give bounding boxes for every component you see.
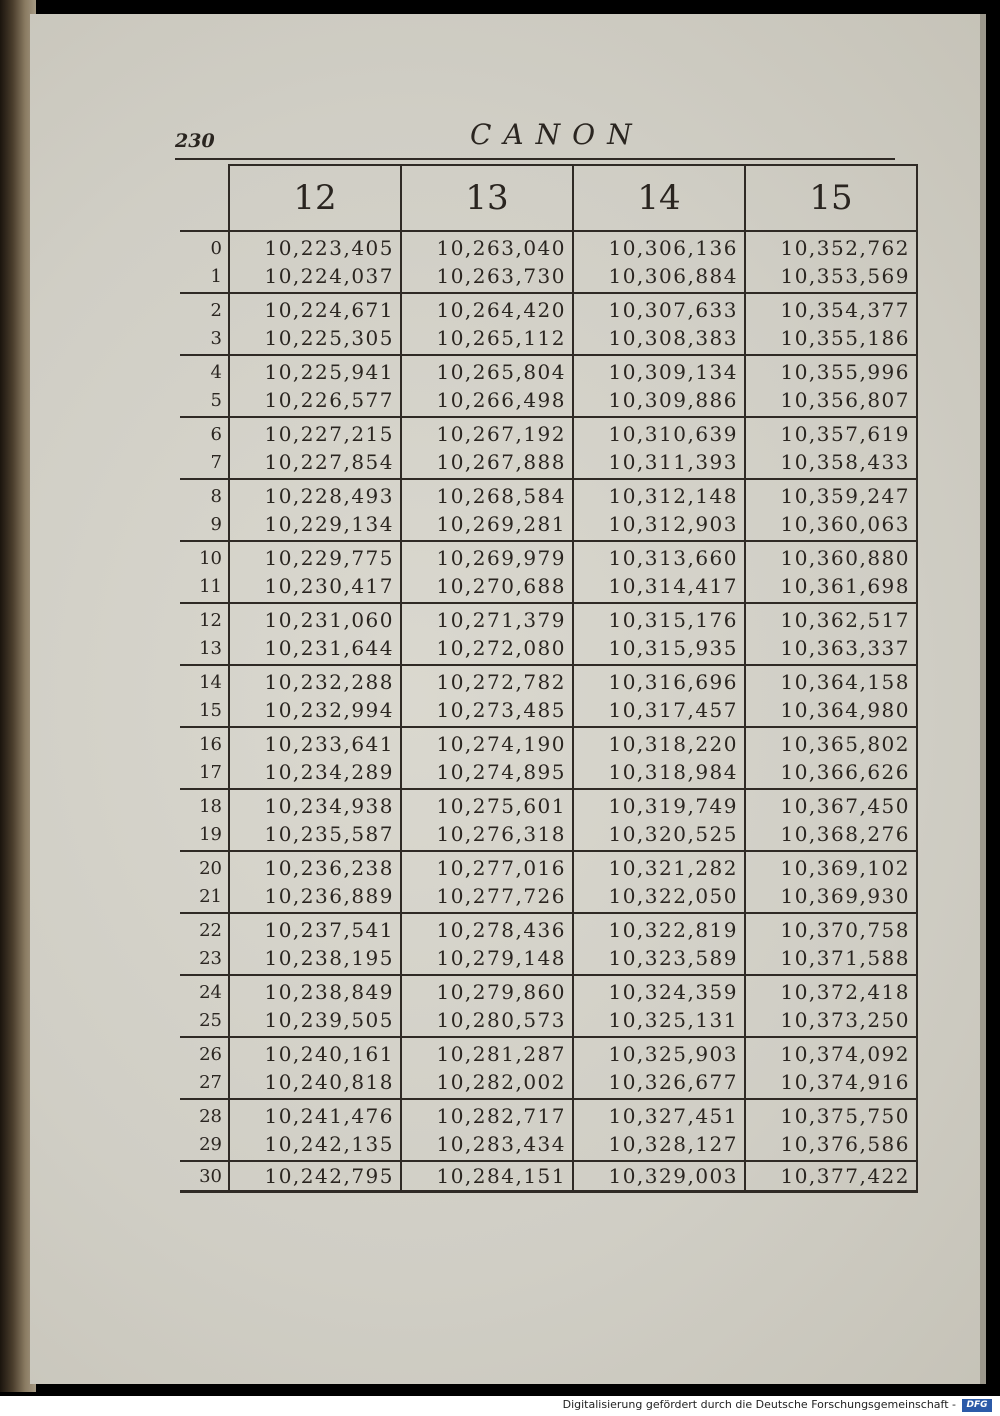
table-row	[180, 1006, 917, 1037]
table-row	[180, 851, 917, 882]
table-value: 10,237,541	[229, 913, 401, 944]
table-value: 10,224,037	[229, 262, 401, 293]
table-value: 10,269,979	[401, 541, 573, 572]
table-value: 10,355,186	[745, 324, 917, 355]
table-value: 10,325,131	[573, 1006, 745, 1037]
table-value: 10,318,984	[573, 758, 745, 789]
page-header	[175, 118, 895, 158]
table-row	[180, 882, 917, 913]
table-value: 10,229,775	[229, 541, 401, 572]
table-value: 10,271,379	[401, 603, 573, 634]
table-row	[180, 634, 917, 665]
table-row	[180, 696, 917, 727]
dfg-logo: DFG	[962, 1399, 992, 1412]
table-value: 10,324,359	[573, 975, 745, 1006]
table-value: 10,278,436	[401, 913, 573, 944]
table-value: 10,277,726	[401, 882, 573, 913]
table-value: 10,320,525	[573, 820, 745, 851]
table-value: 10,267,192	[401, 417, 573, 448]
table-row	[180, 510, 917, 541]
table-value: 10,274,190	[401, 727, 573, 758]
table-row	[180, 293, 917, 324]
table-value: 10,266,498	[401, 386, 573, 417]
table-value: 10,268,584	[401, 479, 573, 510]
table-value: 10,277,016	[401, 851, 573, 882]
table-value: 10,272,782	[401, 665, 573, 696]
table-value: 10,314,417	[573, 572, 745, 603]
table-value: 10,376,586	[745, 1130, 917, 1161]
table-value: 10,229,134	[229, 510, 401, 541]
table-row	[180, 789, 917, 820]
table-row	[180, 324, 917, 355]
table-value: 10,263,040	[401, 231, 573, 262]
minute-label: 3	[180, 324, 229, 355]
minute-label: 25	[180, 1006, 229, 1037]
minute-label: 20	[199, 857, 222, 879]
table-value: 10,366,626	[745, 758, 917, 789]
table-value: 10,233,641	[229, 727, 401, 758]
table-value: 10,234,289	[229, 758, 401, 789]
page-number: 230	[175, 130, 215, 152]
table-row	[180, 541, 917, 572]
table-value: 10,369,102	[745, 851, 917, 882]
minute-label: 15	[180, 696, 229, 727]
table-value: 10,235,587	[229, 820, 401, 851]
table-value: 10,270,688	[401, 572, 573, 603]
table-value: 10,310,639	[573, 417, 745, 448]
table-value: 10,367,450	[745, 789, 917, 820]
table-value: 10,316,696	[573, 665, 745, 696]
minute-label: 21	[180, 882, 229, 913]
minute-label: 4	[210, 361, 222, 383]
minute-label: 12	[199, 609, 222, 631]
table-value: 10,309,886	[573, 386, 745, 417]
table-value: 10,352,762	[745, 231, 917, 262]
table-value: 10,283,434	[401, 1130, 573, 1161]
table-row	[180, 262, 917, 293]
minute-label: 17	[180, 758, 229, 789]
minute-label: 26	[199, 1043, 222, 1065]
table-value: 10,228,493	[229, 479, 401, 510]
table-row	[180, 758, 917, 789]
table-value: 10,307,633	[573, 293, 745, 324]
table-row	[180, 1130, 917, 1161]
table-value: 10,265,112	[401, 324, 573, 355]
column-header-row	[180, 165, 917, 231]
table-value: 10,374,916	[745, 1068, 917, 1099]
table-row	[180, 975, 917, 1006]
table-value: 10,274,895	[401, 758, 573, 789]
table-value: 10,321,282	[573, 851, 745, 882]
table-value: 10,231,060	[229, 603, 401, 634]
table-row	[180, 603, 917, 634]
table-value: 10,326,677	[573, 1068, 745, 1099]
table-value: 10,236,238	[229, 851, 401, 882]
table-row	[180, 665, 917, 696]
table-row	[180, 355, 917, 386]
canon-table	[180, 164, 918, 1193]
table-value: 10,309,134	[573, 355, 745, 386]
table-value: 10,226,577	[229, 386, 401, 417]
table-value: 10,358,433	[745, 448, 917, 479]
table-value: 10,312,903	[573, 510, 745, 541]
table-value: 10,315,935	[573, 634, 745, 665]
table-value: 10,280,573	[401, 1006, 573, 1037]
minute-label: 22	[199, 919, 222, 941]
minute-label: 8	[210, 485, 222, 507]
corner-cell	[180, 165, 229, 231]
table-value: 10,329,003	[573, 1161, 745, 1192]
table-value: 10,372,418	[745, 975, 917, 1006]
table-value: 10,365,802	[745, 727, 917, 758]
table-row	[180, 1068, 917, 1099]
table-value: 10,361,698	[745, 572, 917, 603]
minute-label: 27	[180, 1068, 229, 1099]
table-row	[180, 1037, 917, 1068]
table-value: 10,362,517	[745, 603, 917, 634]
table-value: 10,223,405	[229, 231, 401, 262]
footer-bar	[0, 1396, 1000, 1416]
table-value: 10,225,305	[229, 324, 401, 355]
table-value: 10,354,377	[745, 293, 917, 324]
table-row	[180, 820, 917, 851]
minute-label: 29	[180, 1130, 229, 1161]
table-row	[180, 231, 917, 262]
column-header: 14	[573, 165, 745, 231]
table-value: 10,311,393	[573, 448, 745, 479]
minute-label: 24	[199, 981, 222, 1003]
minute-label: 28	[199, 1105, 222, 1127]
table-value: 10,234,938	[229, 789, 401, 820]
minute-label: 16	[199, 733, 222, 755]
table-value: 10,313,660	[573, 541, 745, 572]
table-row	[180, 913, 917, 944]
table-value: 10,306,884	[573, 262, 745, 293]
table-value: 10,360,063	[745, 510, 917, 541]
table-body	[180, 231, 917, 1192]
table-value: 10,276,318	[401, 820, 573, 851]
table-value: 10,322,819	[573, 913, 745, 944]
table-value: 10,242,135	[229, 1130, 401, 1161]
table-value: 10,315,176	[573, 603, 745, 634]
minute-label: 11	[180, 572, 229, 603]
minute-label: 0	[210, 237, 222, 259]
table-value: 10,328,127	[573, 1130, 745, 1161]
table-value: 10,267,888	[401, 448, 573, 479]
funding-credit: Digitalisierung gefördert durch die Deutsche Forschungsgemeinschaft -	[562, 1398, 956, 1411]
table-value: 10,275,601	[401, 789, 573, 820]
table-row	[180, 572, 917, 603]
table-value: 10,374,092	[745, 1037, 917, 1068]
table-value: 10,279,148	[401, 944, 573, 975]
table-value: 10,264,420	[401, 293, 573, 324]
minute-label: 7	[180, 448, 229, 479]
minute-label: 13	[180, 634, 229, 665]
table-value: 10,232,994	[229, 696, 401, 727]
table-value: 10,306,136	[573, 231, 745, 262]
table-value: 10,368,276	[745, 820, 917, 851]
minute-label: 2	[210, 299, 222, 321]
table-value: 10,282,002	[401, 1068, 573, 1099]
table-value: 10,227,854	[229, 448, 401, 479]
table-value: 10,272,080	[401, 634, 573, 665]
table-value: 10,232,288	[229, 665, 401, 696]
table-value: 10,238,195	[229, 944, 401, 975]
table-value: 10,375,750	[745, 1099, 917, 1130]
table-value: 10,318,220	[573, 727, 745, 758]
table-value: 10,269,281	[401, 510, 573, 541]
table-value: 10,282,717	[401, 1099, 573, 1130]
minute-label: 18	[199, 795, 222, 817]
column-header: 12	[229, 165, 401, 231]
table-value: 10,327,451	[573, 1099, 745, 1130]
table-value: 10,364,980	[745, 696, 917, 727]
table-value: 10,363,337	[745, 634, 917, 665]
table-value: 10,308,383	[573, 324, 745, 355]
header-rule	[175, 158, 895, 160]
table-value: 10,317,457	[573, 696, 745, 727]
table-row	[180, 417, 917, 448]
table-value: 10,230,417	[229, 572, 401, 603]
table-value: 10,357,619	[745, 417, 917, 448]
table-value: 10,325,903	[573, 1037, 745, 1068]
table-row	[180, 1099, 917, 1130]
table-value: 10,373,250	[745, 1006, 917, 1037]
table-value: 10,371,588	[745, 944, 917, 975]
table-value: 10,236,889	[229, 882, 401, 913]
table-value: 10,240,818	[229, 1068, 401, 1099]
table-value: 10,263,730	[401, 262, 573, 293]
table-row	[180, 727, 917, 758]
minute-label: 9	[180, 510, 229, 541]
table-value: 10,353,569	[745, 262, 917, 293]
table-value: 10,239,505	[229, 1006, 401, 1037]
column-header: 13	[401, 165, 573, 231]
table-value: 10,356,807	[745, 386, 917, 417]
table-value: 10,322,050	[573, 882, 745, 913]
running-title: CANON	[470, 118, 644, 151]
table-value: 10,225,941	[229, 355, 401, 386]
table-row	[180, 448, 917, 479]
table-value: 10,360,880	[745, 541, 917, 572]
table-value: 10,242,795	[229, 1161, 401, 1192]
minute-label: 30	[180, 1161, 229, 1192]
table-value: 10,241,476	[229, 1099, 401, 1130]
minute-label: 19	[180, 820, 229, 851]
table-value: 10,273,485	[401, 696, 573, 727]
table-value: 10,231,644	[229, 634, 401, 665]
table-value: 10,355,996	[745, 355, 917, 386]
table-value: 10,265,804	[401, 355, 573, 386]
minute-label: 1	[180, 262, 229, 293]
table-row	[180, 386, 917, 417]
table-value: 10,281,287	[401, 1037, 573, 1068]
minute-label: 23	[180, 944, 229, 975]
table-value: 10,284,151	[401, 1161, 573, 1192]
table-value: 10,359,247	[745, 479, 917, 510]
table-value: 10,240,161	[229, 1037, 401, 1068]
table-value: 10,370,758	[745, 913, 917, 944]
minute-label: 10	[199, 547, 222, 569]
table-value: 10,227,215	[229, 417, 401, 448]
table-row	[180, 1161, 917, 1192]
table-value: 10,279,860	[401, 975, 573, 1006]
minute-label: 5	[180, 386, 229, 417]
table-value: 10,323,589	[573, 944, 745, 975]
table-row	[180, 479, 917, 510]
table-row	[180, 944, 917, 975]
table-value: 10,377,422	[745, 1161, 917, 1192]
table-value: 10,364,158	[745, 665, 917, 696]
table-value: 10,319,749	[573, 789, 745, 820]
table-value: 10,312,148	[573, 479, 745, 510]
table-value: 10,369,930	[745, 882, 917, 913]
column-header: 15	[745, 165, 917, 231]
table-value: 10,224,671	[229, 293, 401, 324]
minute-label: 6	[210, 423, 222, 445]
table-value: 10,238,849	[229, 975, 401, 1006]
minute-label: 14	[199, 671, 222, 693]
